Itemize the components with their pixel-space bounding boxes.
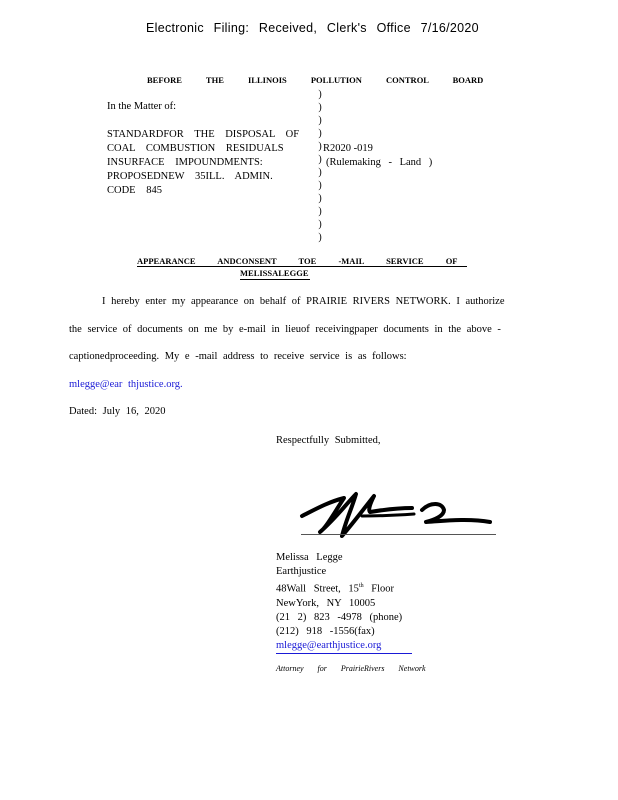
signer-city: NewYork, NY 10005 bbox=[276, 597, 376, 609]
caption-line: STANDARDFOR THE DISPOSAL OF bbox=[107, 129, 300, 140]
signature-line bbox=[301, 534, 496, 535]
handwritten-signature bbox=[290, 488, 510, 546]
title-underline bbox=[137, 266, 467, 267]
title-name-underline bbox=[240, 279, 310, 280]
filing-header: Electronic Filing: Received, Clerk's Office 7/16/2020 bbox=[146, 21, 479, 35]
dated-line: Dated: July 16, 2020 bbox=[69, 406, 166, 417]
document-title: APPEARANCE ANDCONSENT TOE -MAIL SERVICE OF bbox=[137, 256, 458, 266]
signer-role: Attorney for PrairieRivers Network bbox=[276, 664, 426, 673]
signer-org: Earthjustice bbox=[276, 566, 327, 577]
body-line-2: the service of documents on me by e-mail in lieuof receivingpaper documents in the above - bbox=[69, 324, 501, 335]
caption-line: INSURFACE IMPOUNDMENTS: bbox=[107, 157, 263, 168]
signer-block bbox=[276, 551, 412, 654]
signer-fax: (212) 918 -1556(fax) bbox=[276, 625, 375, 637]
document-title-name: MELISSALEGGE bbox=[240, 268, 309, 278]
signer-address bbox=[276, 579, 412, 597]
signer-floor: Floor bbox=[371, 583, 394, 595]
caption-line: CODE 845 bbox=[107, 185, 162, 196]
signer-street: 48Wall Street, 15 bbox=[276, 583, 359, 595]
caption-line: COAL COMBUSTION RESIDUALS bbox=[107, 143, 284, 154]
caption-paren-column: ) ) ) ) ) ) ) ) ) ) ) ) bbox=[318, 89, 322, 243]
docket-block bbox=[323, 142, 433, 170]
caption-line: PROPOSEDNEW 35ILL. ADMIN. bbox=[107, 171, 273, 182]
signer-name: Melissa Legge bbox=[276, 552, 343, 563]
service-email-link[interactable]: mlegge@ear thjustice.org. bbox=[69, 379, 183, 390]
board-header: BEFORE THE ILLINOIS POLLUTION CONTROL BOARD bbox=[147, 75, 484, 85]
closing: Respectfully Submitted, bbox=[276, 435, 381, 446]
matter-label: In the Matter of: bbox=[107, 101, 177, 112]
signer-email-link[interactable]: mlegge@earthjustice.org bbox=[276, 639, 412, 654]
body-line-3: captionedproceeding. My e -mail address to receive service is as follows: bbox=[69, 351, 407, 362]
docket-type: (Rulemaking - Land ) bbox=[326, 157, 433, 168]
signer-phone: (21 2) 823 -4978 (phone) bbox=[276, 611, 403, 623]
floor-superscript: th bbox=[358, 583, 364, 589]
case-caption bbox=[107, 128, 299, 198]
docket-number: R2020 -019 bbox=[323, 143, 373, 154]
body-line-1: I hereby enter my appearance on behalf of PRAIRIE RIVERS NETWORK. I authorize bbox=[102, 296, 505, 307]
